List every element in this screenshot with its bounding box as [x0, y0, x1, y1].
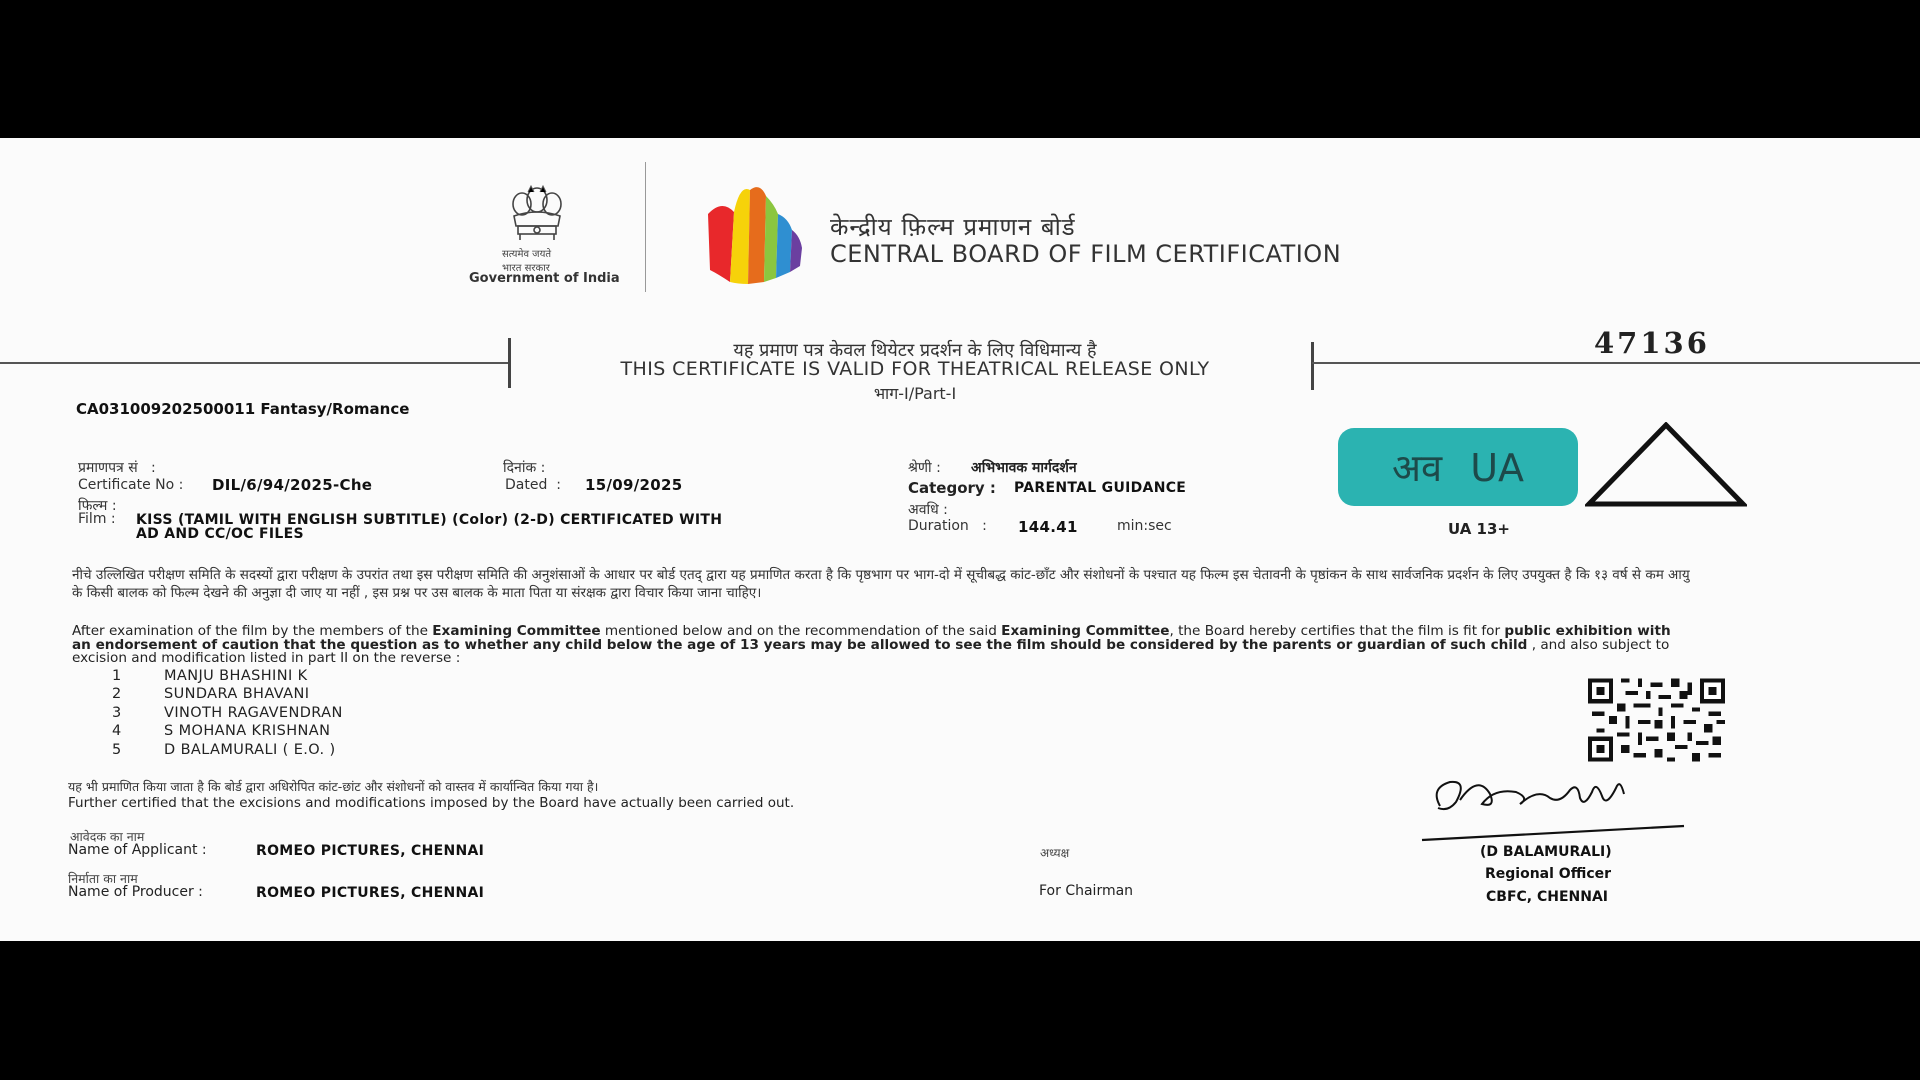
english-certification-paragraph: After examination of the film by the members of the Examining Committee mentioned below and on the recommendation of the said Examining Committee, the Board hereby certifies that the film is fit for public exhibition with an endorsement of caution that the question as to whether any child below the age of 13 years may be allowed to see the film should be considered by the parents or guardian of such child , and also subject to excision and modification listed in part II on the reverse : — [72, 623, 1671, 666]
category-label: Category : — [908, 479, 996, 497]
category-value: PARENTAL GUIDANCE — [1014, 480, 1187, 496]
duration-value: 144.41 — [1018, 518, 1078, 536]
hindi-certification-paragraph: नीचे उल्लिखित परीक्षण समिति के सदस्यों द्वारा परीक्षण के उपरांत तथा इस परीक्षण समिति की अनुशंसाओं के आधार पर बोर्ड एतद् द्वारा यह प्रमाणित करता है कि पृष्ठभाग पर भाग-दो में सूचीबद्ध कांट-छाँट और संशोधनों के पश्चात यह फिल्म इस चेतावनी के पृष्ठांकन के साथ सार्वजनिक प्रदर्शन के लिए उपयुक्त है कि १३ वर्ष से कम आयु के किसी बालक को फिल्म देखने की अनुज्ञा दी जाए या नहीं , इस प्रश्न पर उस बालक के माता पिता या संरक्षक द्वारा विचार किया जाना चाहिए। — [72, 567, 1690, 601]
board-name-hindi: केन्द्रीय फ़िल्म प्रमाणन बोर्ड — [830, 213, 1076, 241]
cert-no-value: DIL/6/94/2025-Che — [212, 476, 373, 494]
gov-english-name: Government of India — [469, 271, 620, 286]
certificate-document — [0, 138, 1920, 941]
category-hindi-label: श्रेणी : — [908, 460, 941, 476]
validity-english: THIS CERTIFICATE IS VALID FOR THEATRICAL RELEASE ONLY — [620, 358, 1210, 380]
national-emblem-icon — [498, 178, 576, 256]
dated-label: Dated : — [505, 477, 561, 493]
committee-number: 4 — [112, 723, 122, 739]
validity-hindi: यह प्रमाण पत्र केवल थियेटर प्रदर्शन के लिए विधिमान्य है — [733, 340, 1097, 361]
committee-member: MANJU BHASHINI K — [164, 668, 308, 684]
validity-tick-left — [508, 338, 511, 388]
validity-rule-right — [1312, 362, 1920, 364]
dated-hindi-label: दिनांक : — [503, 460, 546, 476]
dated-value: 15/09/2025 — [585, 476, 683, 494]
film-label: Film : — [78, 511, 116, 527]
applicant-label: Name of Applicant : — [68, 842, 207, 858]
cbfc-logo-icon — [700, 174, 815, 286]
rating-caption: UA 13+ — [1448, 520, 1510, 538]
committee-member: SUNDARA BHAVANI — [164, 686, 310, 702]
rating-badge: अव UA — [1338, 428, 1578, 506]
duration-hindi-label: अवधि : — [908, 502, 948, 518]
board-name-english: CENTRAL BOARD OF FILM CERTIFICATION — [830, 240, 1342, 268]
producer-label: Name of Producer : — [68, 884, 203, 900]
validity-tick-right — [1311, 342, 1314, 390]
serial-number: 47136 — [1594, 326, 1710, 360]
ua-triangle-icon — [1585, 422, 1747, 508]
film-hindi-label: फिल्म : — [78, 498, 117, 514]
chairman-label: For Chairman — [1039, 883, 1134, 899]
gov-hindi-name: भारत सरकार — [502, 263, 550, 274]
further-certified-hindi: यह भी प्रमाणित किया जाता है कि बोर्ड द्वारा अधिरोपित कांट-छांट और संशोधनों को वास्तव में कार्यान्वित किया गया है। — [68, 779, 599, 794]
committee-number: 3 — [112, 705, 122, 721]
producer-value: ROMEO PICTURES, CHENNAI — [256, 885, 485, 901]
reference-code: CA031009202500011 Fantasy/Romance — [76, 400, 410, 418]
qr-code-icon — [1588, 678, 1725, 762]
applicant-value: ROMEO PICTURES, CHENNAI — [256, 843, 485, 859]
committee-member: VINOTH RAGAVENDRAN — [164, 705, 343, 721]
committee-number: 5 — [112, 742, 122, 758]
film-title-line2: AD AND CC/OC FILES — [136, 526, 304, 542]
committee-member: D BALAMURALI ( E.O. ) — [164, 742, 336, 758]
officer-office: CBFC, CHENNAI — [1486, 889, 1609, 905]
film-title-line1: KISS (TAMIL WITH ENGLISH SUBTITLE) (Color) (2-D) CERTIFICATED WITH — [136, 512, 723, 528]
validity-rule-left — [0, 362, 510, 364]
committee-number: 2 — [112, 686, 122, 702]
emblem-motto: सत्यमेव जयते — [502, 249, 552, 260]
committee-member: S MOHANA KRISHNAN — [164, 723, 331, 739]
producer-hindi-label: निर्माता का नाम — [68, 871, 138, 886]
chairman-hindi-label: अध्यक्ष — [1040, 846, 1070, 860]
applicant-hindi-label: आवेदक का नाम — [70, 829, 145, 844]
header-divider — [645, 162, 646, 292]
validity-part: भाग-I/Part-I — [873, 384, 957, 403]
committee-number: 1 — [112, 668, 122, 684]
duration-label: Duration : — [908, 518, 987, 534]
officer-name: (D BALAMURALI) — [1480, 844, 1612, 860]
further-certified-english: Further certified that the excisions and modifications imposed by the Board have actually been carried out. — [68, 795, 795, 811]
cert-no-label: Certificate No : — [78, 477, 184, 493]
cert-no-hindi-label: प्रमाणपत्र सं : — [78, 460, 156, 476]
category-hindi-value: अभिभावक मार्गदर्शन — [971, 460, 1077, 476]
officer-title: Regional Officer — [1485, 866, 1612, 882]
duration-unit: min:sec — [1117, 518, 1172, 534]
